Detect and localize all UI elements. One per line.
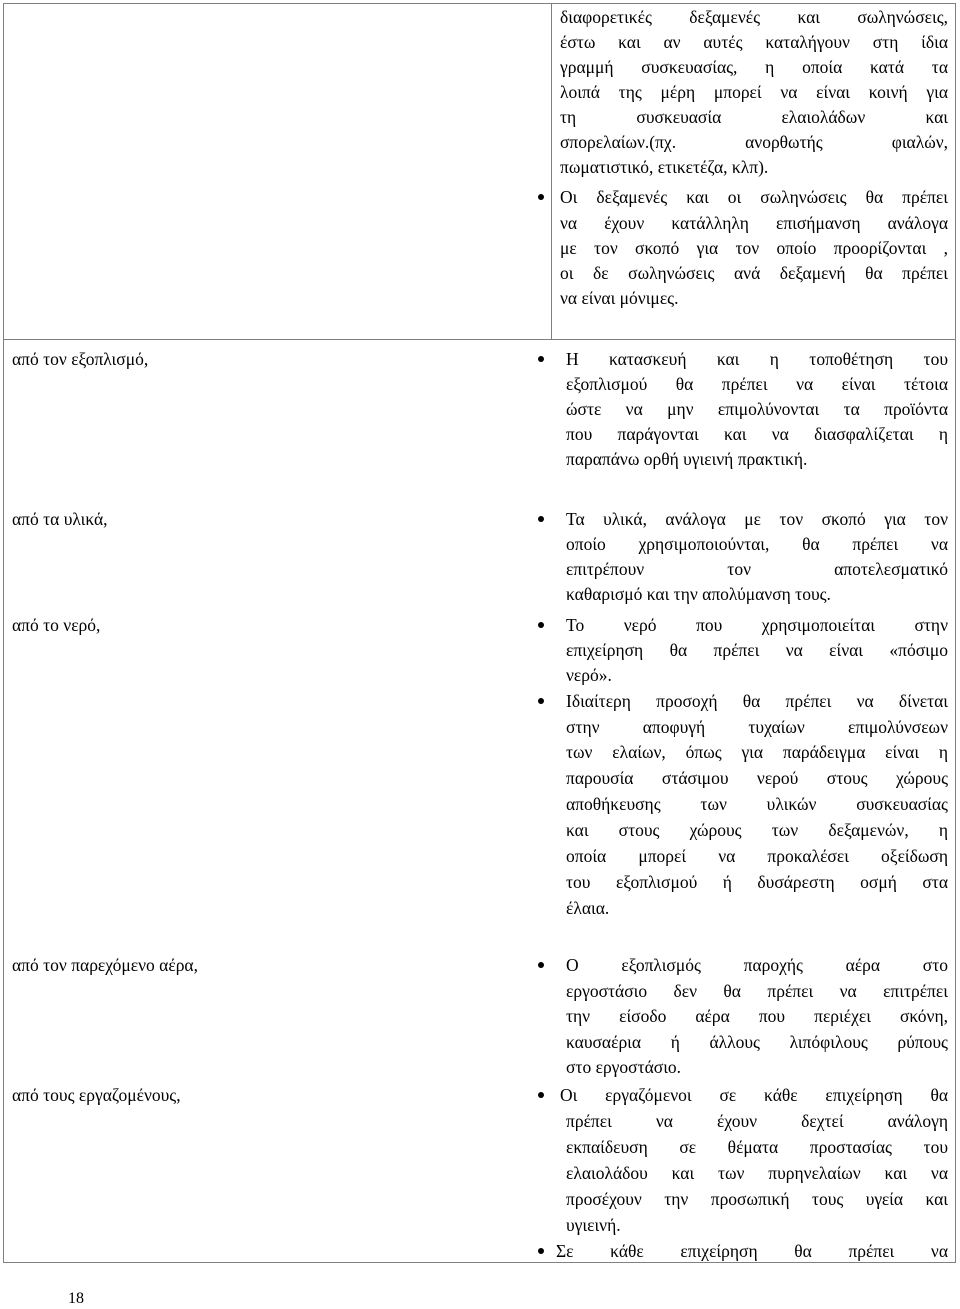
text-line: καυσαέρια ή άλλους λιπόφιλους ρύπους (566, 1032, 948, 1052)
text-line: προσέχουν την προσωπική τους υγεία και (566, 1189, 948, 1209)
row-label-materials: από τα υλικά, (12, 509, 108, 529)
text-line: οποία μπορεί να προκαλέσει οξείδωση (566, 846, 948, 866)
text-line: τη συσκευασία ελαιολάδων και (560, 107, 948, 127)
bullet-icon (538, 622, 544, 628)
bullet-icon (538, 962, 544, 968)
text-line: υγιεινή. (566, 1215, 621, 1235)
text-line: αποθήκευσης των υλικών συσκευασίας (566, 794, 948, 814)
text-line: παραπάνω ορθή υγιεινή πρακτική. (566, 449, 808, 469)
text-line: έστω και αν αυτές καταλήγουν στη ίδια (560, 32, 948, 52)
text-line: εκπαίδευση σε θέματα προστασίας του (566, 1137, 948, 1157)
text-line: Το νερό που χρησιμοποιείται στην (566, 615, 948, 635)
text-line: Ιδιαίτερη προσοχή θα πρέπει να δίνεται (566, 691, 948, 711)
row-label-air: από τον παρεχόμενο αέρα, (12, 955, 198, 975)
text-line: Οι δεξαμενές και οι σωληνώσεις θα πρέπει (560, 187, 948, 207)
text-line: πρέπει να έχουν δεχτεί ανάλογη (566, 1111, 948, 1131)
bullet-icon (538, 194, 544, 200)
page-number: 18 (68, 1290, 84, 1307)
text-line: διαφορετικές δεξαμενές και σωληνώσεις, (560, 7, 948, 27)
bullet-icon (538, 1092, 544, 1098)
row-label-employees: από τους εργαζομένους, (12, 1085, 181, 1105)
text-line: να έχουν κατάλληλη επισήμανση ανάλογα (560, 213, 948, 233)
text-line: έλαια. (566, 898, 610, 918)
text-line: στο εργοστάσιο. (566, 1057, 682, 1077)
text-line: πωματιστικό, ετικετέζα, κλπ). (560, 157, 769, 177)
bullet-icon (538, 1248, 544, 1254)
text-line: ελαιολάδου και των πυρηνελαίων και να (566, 1163, 948, 1183)
bullet-icon (538, 516, 544, 522)
text-line: παρουσία στάσιμου νερού στους χώρους (566, 768, 948, 788)
text-line: εξοπλισμού θα πρέπει να είναι τέτοια (566, 374, 948, 394)
text-line: και στους χώρους των δεξαμενών, η (566, 820, 948, 840)
row-label-water: από το νερό, (12, 615, 101, 635)
text-line: λοιπά της μέρη μπορεί να είναι κοινή για (560, 82, 948, 102)
text-line: με τον σκοπό για τον οποίο προορίζονται , (560, 238, 948, 258)
text-line: επιτρέπουν τον αποτελεσματικό (566, 559, 948, 579)
text-line: επιχείρηση θα πρέπει να είναι «πόσιμο (566, 640, 948, 660)
text-line: του εξοπλισμού ή δυσάρεστη οσμή στα (566, 872, 948, 892)
bullet-icon (538, 356, 544, 362)
text-line: οι δε σωληνώσεις ανά δεξαμενή θα πρέπει (560, 263, 948, 283)
text-line: οποίο χρησιμοποιούνται, θα πρέπει να (566, 534, 948, 554)
text-line: καθαρισμό και την απολύμανση τους. (566, 584, 831, 604)
text-line: νερό». (566, 665, 612, 685)
text-line: Ο εξοπλισμός παροχής αέρα στο (566, 955, 948, 975)
text-line: των ελαίων, όπως για παράδειγμα είναι η (566, 742, 948, 762)
text-line: στην αποφυγή τυχαίων επιμολύνσεων (566, 717, 948, 737)
row-label-equipment: από τον εξοπλισμό, (12, 349, 149, 369)
text-line: Η κατασκευή και η τοποθέτηση του (566, 349, 948, 369)
text-line: ώστε να μην επιμολύνονται τα προϊόντα (566, 399, 948, 419)
text-line: εργοστάσιο δεν θα πρέπει να επιτρέπει (566, 981, 948, 1001)
text-line: Τα υλικά, ανάλογα με τον σκοπό για τον (566, 509, 948, 529)
text-line: να είναι μόνιμες. (560, 288, 679, 308)
text-line: σπορελαίων.(πχ. ανορθωτής φιαλών, (560, 132, 948, 152)
bullet-icon (538, 698, 544, 704)
text-line: Οι εργαζόμενοι σε κάθε επιχείρηση θα (560, 1085, 948, 1105)
text-line: που παράγονται και να διασφαλίζεται η (566, 424, 948, 444)
text-line: την είσοδο αέρα που περιέχει σκόνη, (566, 1006, 948, 1026)
text-line: Σε κάθε επιχείρηση θα πρέπει να (556, 1241, 948, 1261)
text-line: γραμμή συσκευασίας, η οποία κατά τα (560, 57, 948, 77)
